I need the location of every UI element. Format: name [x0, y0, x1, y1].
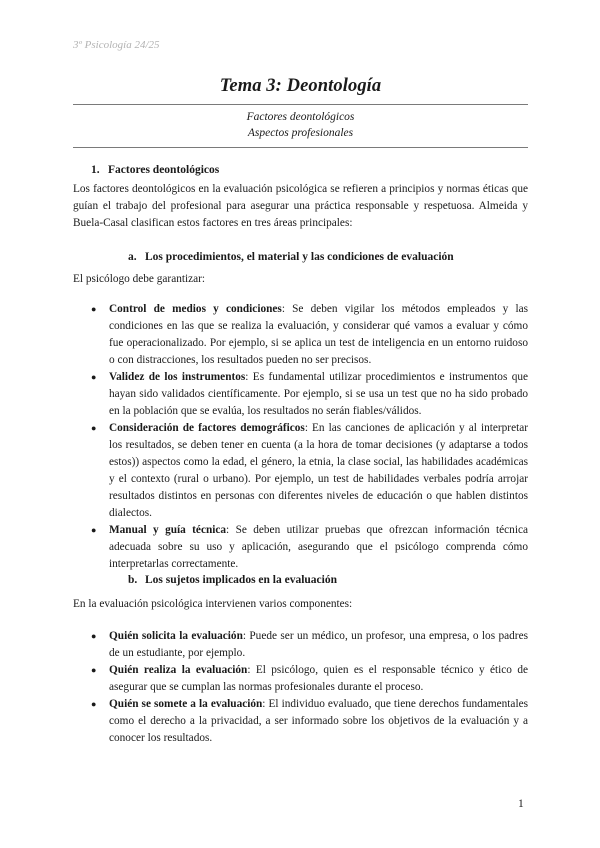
bullet-icon: ● — [91, 423, 97, 433]
subsection-b-list — [91, 628, 528, 747]
list-item-text: : Se deben utilizar pruebas que ofrezcan información técnica adecuada sobre su uso y aplicación, asegurando que el psicólogo comprenda cómo interpretarlas correctamente. — [109, 524, 528, 570]
list-item-text: : Se deben vigilar los métodos empleados y las condiciones en las que se realiza la evaluación, y considerar qué vamos a evaluar y cómo fue operacionalizado. Por ejemplo, si se aplica un test de inteligencia en un entorno ruidoso o con distracciones, los resultados pueden no ser precisos. — [109, 303, 528, 366]
title-divider-top — [73, 104, 528, 105]
section-1-heading — [91, 164, 219, 176]
list-item — [91, 696, 528, 747]
list-item — [91, 522, 528, 573]
bullet-icon: ● — [91, 665, 97, 675]
subsection-b-title: Los sujetos implicados en la evaluación — [145, 574, 338, 586]
subsection-a-number: a. — [128, 251, 137, 263]
list-item-text: : El individuo evaluado, que tiene derechos fundamentales como el derecho a la privacidad, a ser informado sobre los objetivos de la evaluación y a conocer los resultados. — [109, 698, 528, 744]
list-item-term: Consideración de factores demográficos — [109, 422, 305, 434]
title-divider-bottom — [73, 147, 528, 148]
list-item-term: Validez de los instrumentos — [109, 371, 246, 383]
subsection-b-intro: En la evaluación psicológica intervienen varios componentes: — [73, 598, 353, 610]
list-item-text: : Puede ser un médico, un profesor, una empresa, o los padres de un estudiante, por ejemplo. — [109, 630, 528, 659]
bullet-icon: ● — [91, 699, 97, 709]
bullet-icon: ● — [91, 304, 97, 314]
subsection-a-intro: El psicólogo debe garantizar: — [73, 273, 206, 285]
list-item-term: Manual y guía técnica — [109, 524, 227, 536]
list-item-term: Quién realiza la evaluación — [109, 664, 248, 676]
section-1-title: Factores deontológicos — [108, 164, 220, 176]
list-item-term: Quién se somete a la evaluación — [109, 698, 263, 710]
bullet-icon: ● — [91, 525, 97, 535]
section-1-intro: Los factores deontológicos en la evaluación psicológica se refieren a principios y normas éticas que guían el trabajo del profesional para asegurar una práctica responsable y respetuosa. Almeida y Buela-Casal clasifican estos factores en tres áreas principales: — [73, 183, 528, 229]
document-header: 3º Psicología 24/25 — [73, 39, 160, 51]
subsection-b-heading — [128, 574, 337, 586]
page-title: Tema 3: Deontología — [219, 76, 382, 96]
list-item — [91, 369, 528, 420]
subsection-b-number: b. — [128, 574, 138, 586]
list-item-text: : Es fundamental utilizar procedimientos e instrumentos que hayan sido validados científicamente. Por ejemplo, si se usa un test que no ha sido probado en la población que se evalúa, los resultados no serán fiables/válidos. — [109, 371, 529, 417]
subtitle-1: Factores deontológicos — [246, 111, 355, 123]
page-number: 1 — [518, 798, 524, 810]
section-1-number: 1. — [91, 164, 100, 176]
subsection-a-list — [91, 301, 528, 573]
subsection-a-title: Los procedimientos, el material y las condiciones de evaluación — [145, 251, 454, 263]
subsection-a-heading — [128, 251, 454, 263]
list-item-term: Control de medios y condiciones — [109, 303, 282, 315]
list-item-text: : El psicólogo, quien es el responsable técnico y ético de asegurar que se cumplan las normas profesionales durante el proceso. — [109, 664, 528, 693]
bullet-icon: ● — [91, 372, 97, 382]
list-item — [91, 420, 528, 522]
list-item — [91, 301, 528, 369]
bullet-icon: ● — [91, 631, 97, 641]
list-item-term: Quién solicita la evaluación — [109, 630, 243, 642]
list-item — [91, 628, 528, 662]
list-item — [91, 662, 528, 696]
subtitle-2: Aspectos profesionales — [247, 127, 354, 139]
list-item-text: : En las canciones de aplicación y al interpretar los resultados, se deben tener en cuenta (a la hora de tomar decisiones (y adaptarse a todos estos)) aspectos como la edad, el género, la etnia, la clase social, las habilidades académicas y el contexto (rural o urbano). Por ejemplo, un test de habilidades verbales podría arrojar resultados distintos en personas con diferentes niveles de educación o que hablen distintos dialectos. — [109, 422, 528, 519]
